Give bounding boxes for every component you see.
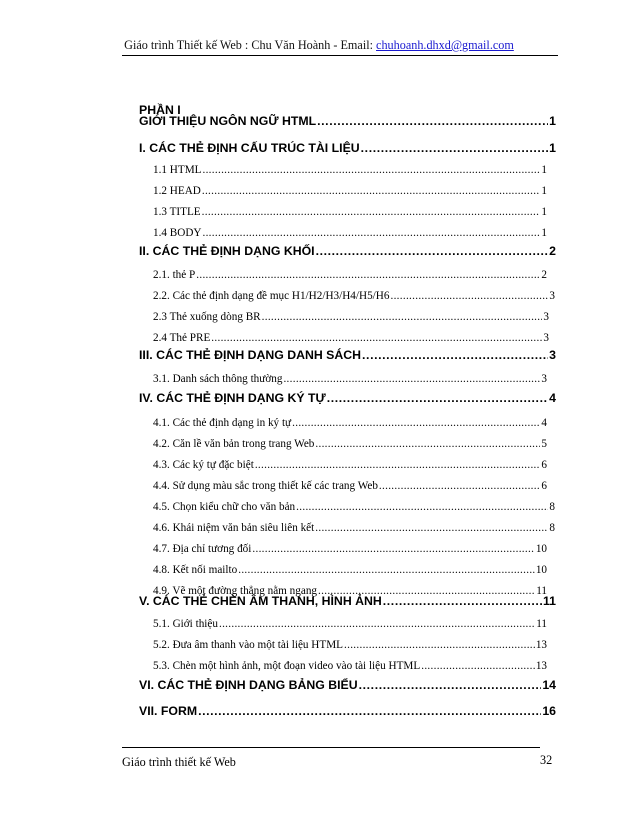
- toc-heading[interactable]: [139, 244, 556, 258]
- toc-entry-title: I. CÁC THẺ ĐỊNH CẤU TRÚC TÀI LIỆU: [139, 141, 360, 155]
- dot-leader: [202, 227, 540, 239]
- dot-leader: [283, 373, 540, 385]
- toc-entry-title: 3.1. Danh sách thông thường: [153, 373, 283, 385]
- toc-entry[interactable]: [153, 501, 555, 513]
- toc-entry-title: 2.1. thẻ P: [153, 269, 196, 281]
- toc-entry[interactable]: [153, 480, 547, 492]
- toc-entry[interactable]: [153, 332, 549, 344]
- toc-entry[interactable]: [153, 660, 547, 672]
- toc-entry-title: 5.3. Chèn một hình ảnh, một đoạn video vào tài liệu HTML: [153, 660, 421, 672]
- toc-heading[interactable]: [139, 348, 556, 362]
- toc-entry-title: 2.4 Thẻ PRE: [153, 332, 211, 344]
- dot-leader: [252, 543, 534, 555]
- toc-entry-page: 4: [541, 417, 547, 429]
- part-title: PHẦN I: [139, 103, 181, 117]
- dot-leader: [383, 594, 542, 608]
- dot-leader: [390, 290, 548, 302]
- toc-entry-page: 8: [549, 501, 555, 513]
- toc-entry-page: 2: [549, 244, 556, 258]
- toc-entry-title: 1.3 TITLE: [153, 206, 201, 218]
- dot-leader: [344, 639, 535, 651]
- toc-entry-page: 3: [543, 332, 549, 344]
- page-number: 32: [540, 753, 553, 767]
- toc-entry-title: 2.2. Các thẻ định dạng đề mục H1/H2/H3/H4/H5/H6: [153, 290, 390, 302]
- toc-entry[interactable]: [153, 618, 547, 630]
- dot-leader: [238, 564, 535, 576]
- toc-entry-page: 11: [543, 594, 556, 608]
- toc-entry[interactable]: [153, 459, 547, 471]
- toc-entry-page: 3: [549, 348, 556, 362]
- toc-entry[interactable]: [153, 522, 555, 534]
- toc-entry-page: 10: [535, 564, 547, 576]
- toc-entry[interactable]: [153, 206, 547, 218]
- toc-heading[interactable]: [139, 141, 556, 155]
- dot-leader: [219, 618, 535, 630]
- toc-entry-title: 4.8. Kết nối mailto: [153, 564, 238, 576]
- toc-entry-page: 11: [536, 618, 547, 630]
- toc-entry[interactable]: [153, 543, 547, 555]
- dot-leader: [202, 206, 541, 218]
- toc-entry-page: 13: [535, 660, 547, 672]
- toc-entry-page: 16: [542, 704, 556, 718]
- toc-heading[interactable]: [139, 678, 556, 692]
- dot-leader: [292, 417, 540, 429]
- dot-leader: [255, 459, 541, 471]
- toc-entry-page: 1: [549, 141, 556, 155]
- dot-leader: [315, 522, 548, 534]
- dot-leader: [262, 311, 543, 323]
- toc-entry[interactable]: [153, 639, 547, 651]
- toc-entry[interactable]: [153, 311, 549, 323]
- toc-entry-title: 4.1. Các thẻ định dạng in ký tự: [153, 417, 292, 429]
- toc-entry[interactable]: [153, 373, 547, 385]
- dot-leader: [362, 348, 548, 362]
- dot-leader: [198, 704, 541, 718]
- toc-entry[interactable]: [153, 227, 547, 239]
- toc-entry-title: 1.2 HEAD: [153, 185, 201, 197]
- dot-leader: [296, 501, 548, 513]
- toc-entry-title: V. CÁC THẺ CHÈN ÂM THANH, HÌNH ẢNH: [139, 594, 382, 608]
- dot-leader: [379, 480, 540, 492]
- footer-rule: [122, 747, 540, 748]
- toc-entry-page: 11: [536, 585, 547, 597]
- toc-entry-page: 3: [543, 311, 549, 323]
- email-link[interactable]: chuhoanh.dhxd@gmail.com: [376, 38, 514, 52]
- toc-entry[interactable]: [153, 269, 547, 281]
- dot-leader: [202, 164, 540, 176]
- dot-leader: [316, 244, 549, 258]
- dot-leader: [211, 332, 542, 344]
- toc-entry-title: 4.4. Sử dụng màu sắc trong thiết kế các trang Web: [153, 480, 378, 492]
- toc-entry[interactable]: [153, 185, 547, 197]
- toc-entry-title: 4.2. Căn lề văn bản trong trang Web: [153, 438, 315, 450]
- toc-entry-title: 2.3 Thẻ xuống dòng BR: [153, 311, 261, 323]
- toc-entry-page: 4: [549, 391, 556, 405]
- dot-leader: [421, 660, 535, 672]
- toc-entry-page: 6: [541, 480, 547, 492]
- toc-entry-title: 4.9. Vẽ một đường thẳng nằm ngang: [153, 585, 318, 597]
- dot-leader: [202, 185, 541, 197]
- toc-heading[interactable]: [139, 594, 556, 608]
- toc-entry-page: 2: [541, 269, 547, 281]
- toc-entry-title: 1.1 HTML: [153, 164, 202, 176]
- toc-heading[interactable]: [139, 704, 556, 718]
- toc-entry-title: GIỚI THIỆU NGÔN NGỮ HTML: [139, 114, 317, 128]
- footer-title: Giáo trình thiết kế Web: [122, 755, 236, 769]
- toc-entry-page: 3: [549, 290, 555, 302]
- toc-heading[interactable]: [139, 391, 556, 405]
- dot-leader: [327, 391, 548, 405]
- toc-entry-page: 1: [541, 164, 547, 176]
- toc-entry-title: III. CÁC THẺ ĐỊNH DẠNG DANH SÁCH: [139, 348, 362, 362]
- toc-entry-title: IV. CÁC THẺ ĐỊNH DẠNG KÝ TỰ: [139, 391, 326, 405]
- toc-entry-title: 4.7. Địa chỉ tương đối: [153, 543, 252, 555]
- toc-entry-page: 14: [542, 678, 556, 692]
- toc-entry-page: 6: [541, 459, 547, 471]
- toc-entry-title: 4.6. Khái niệm văn bản siêu liên kết: [153, 522, 315, 534]
- toc-entry-title: 5.1. Giới thiệu: [153, 618, 218, 630]
- toc-entry-page: 13: [535, 639, 547, 651]
- toc-entry-title: VII. FORM: [139, 704, 198, 718]
- dot-leader: [317, 114, 548, 128]
- toc-entry-title: 5.2. Đưa âm thanh vào một tài liệu HTML: [153, 639, 343, 651]
- toc-entry-page: 3: [541, 373, 547, 385]
- toc-entry-page: 5: [541, 438, 547, 450]
- header-text: Giáo trình Thiết kế Web : Chu Văn Hoành - Email:: [124, 38, 377, 52]
- toc-entry-title: 1.4 BODY: [153, 227, 202, 239]
- toc-entry-page: 1: [541, 206, 547, 218]
- toc-entry[interactable]: [153, 164, 547, 176]
- toc-heading[interactable]: [139, 114, 556, 128]
- toc-entry-title: II. CÁC THẺ ĐỊNH DẠNG KHỐI: [139, 244, 315, 258]
- toc-entry-page: 1: [541, 227, 547, 239]
- toc-entry-page: 10: [535, 543, 547, 555]
- toc-entry-page: 1: [549, 114, 556, 128]
- toc-entry[interactable]: [153, 417, 547, 429]
- toc-entry-title: 4.3. Các ký tự đặc biệt: [153, 459, 254, 471]
- toc-entry-page: 1: [541, 185, 547, 197]
- dot-leader: [359, 678, 542, 692]
- dot-leader: [361, 141, 549, 155]
- toc-entry[interactable]: [153, 564, 547, 576]
- toc-entry[interactable]: [153, 290, 555, 302]
- toc-entry-title: 4.5. Chọn kiểu chữ cho văn bản: [153, 501, 296, 513]
- toc-entry[interactable]: [153, 438, 547, 450]
- dot-leader: [315, 438, 540, 450]
- dot-leader: [196, 269, 540, 281]
- toc-entry-page: 8: [549, 522, 555, 534]
- toc-entry-title: VI. CÁC THẺ ĐỊNH DẠNG BẢNG BIỂU: [139, 678, 358, 692]
